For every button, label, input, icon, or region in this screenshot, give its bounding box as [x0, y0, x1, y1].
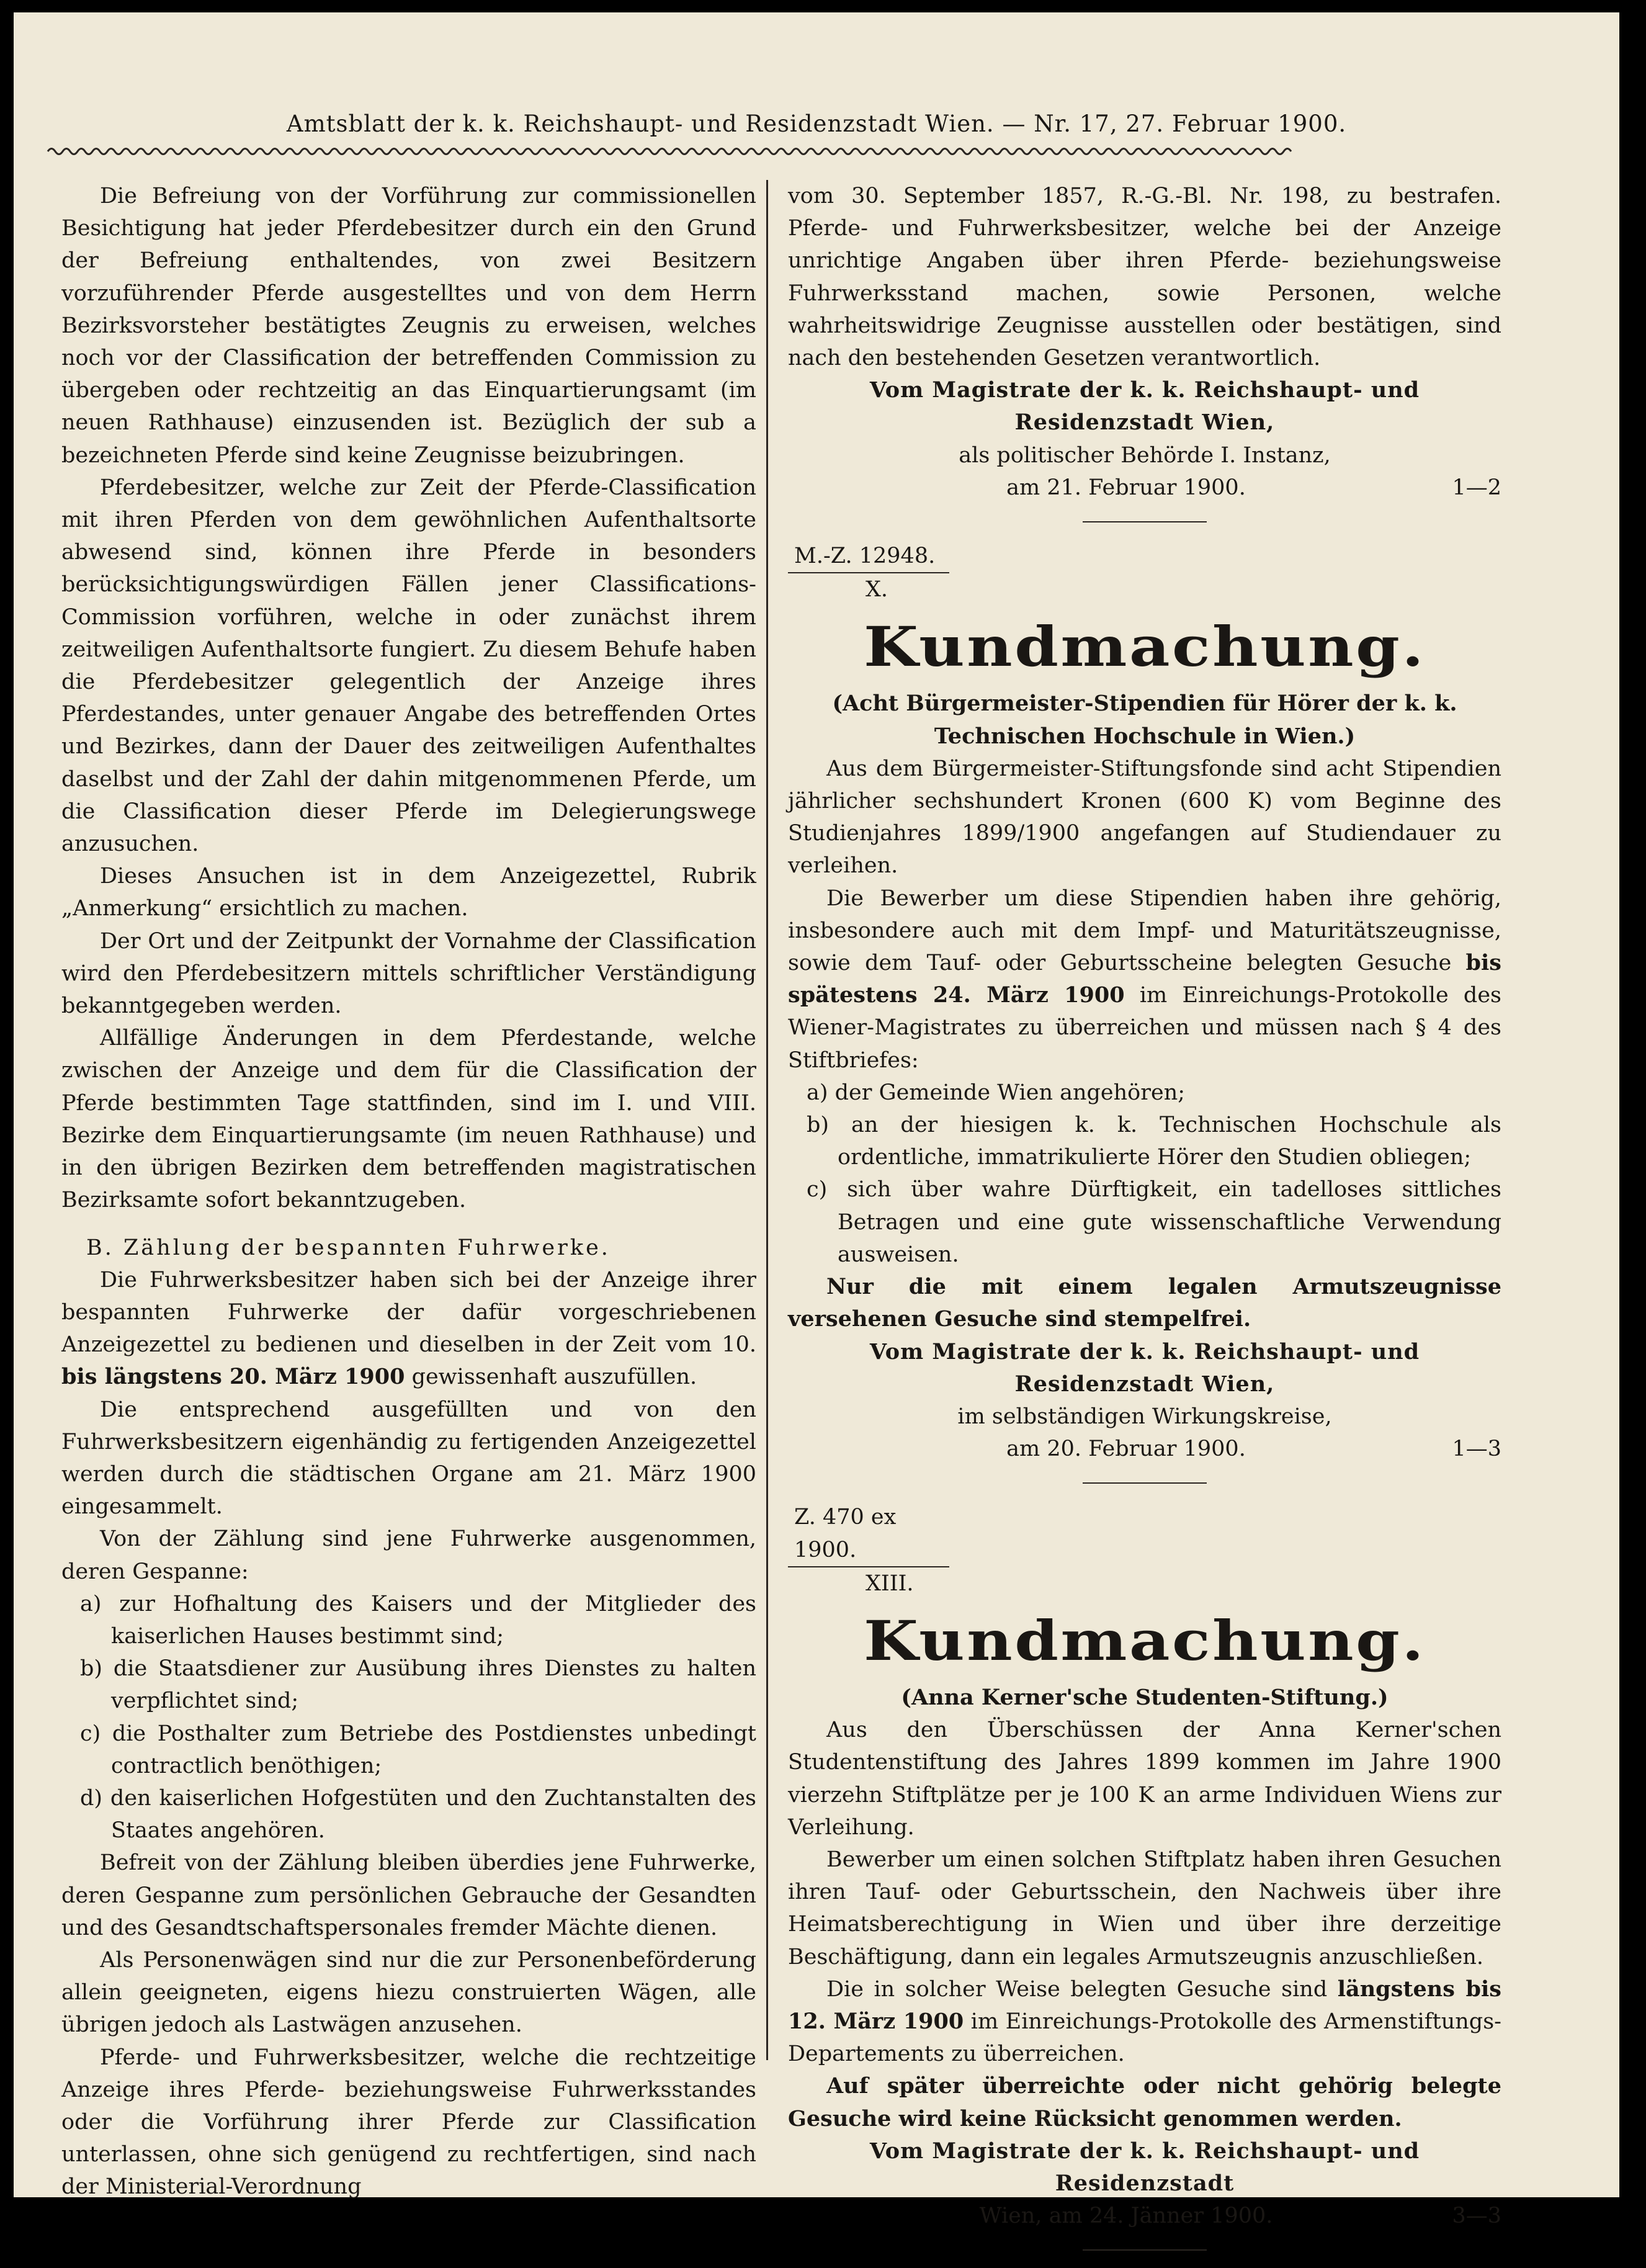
notice-subtitle: (Anna Kerner'sche Studenten-Stiftung.) [901, 1684, 1389, 1710]
list-item: b) die Staatsdiener zur Ausübung ihres Dienstes zu halten verpflichtet sind; [80, 1656, 756, 1714]
paragraph: Pferde- und Fuhrwerksbesitzer, welche die rechtzeitige Anzeige ihres Pferde- beziehungsweise Fuhrwerksstandes oder die Vorführung ihrer Pferde zur Classification unterlassen, ohne sich genügend zu rechtfertigen, sind nach der Ministerial-Verordnung [61, 2045, 756, 2200]
column-divider [766, 180, 768, 2060]
paragraph: Von der Zählung sind jene Fuhrwerke ausgenommen, deren Gespanne: [61, 1526, 756, 1584]
notice-subtitle: (Acht Bürgermeister-Stipendien für Hörer der k. k. Technischen Hochschule in Wien.) [832, 691, 1457, 749]
paragraph: Die in solcher Weise belegten Gesuche sind längstens bis 12. März 1900 im Einreichungs-Protokolle des Armenstiftungs-Departements zu überreichen. [788, 1976, 1502, 2067]
list-item: a) der Gemeinde Wien angehören; [807, 1080, 1186, 1105]
paragraph: Die entsprechend ausgefüllten und von den Fuhrwerksbesitzern eigenhändig zu fertigenden Anzeigezettel werden durch die städtischen Organe am 21. März 1900 eingesammelt. [61, 1397, 756, 1520]
reference-number: Z. 470 ex 1900. [788, 1501, 1501, 1567]
signature-line: Vom Magistrate der k. k. Reichshaupt- und Residenzstadt Wien, [869, 1338, 1420, 1397]
insertion-number: 3—3 [1452, 2203, 1501, 2229]
separator [1083, 521, 1207, 522]
reference-number: M.-Z. 12948. [788, 540, 1501, 573]
separator [1083, 2249, 1207, 2251]
paragraph: Die Bewerber um diese Stipendien haben ihre gehörig, insbesondere auch mit dem Impf- und Maturitätszeugnisse, sowie dem Tauf- oder Geburtsscheine belegten Gesuche bis spätestens 24. März 1900 im Einreichungs-Protokolle des Wiener-Magistrates zu überreichen und müssen nach § 4 des Stiftbriefes: [788, 885, 1501, 1073]
date-line: am 20. Februar 1900. 1—3 [788, 1433, 1501, 1465]
paragraph: Als Personenwägen sind nur die zur Personenbeförderung allein geeigneten, eigens hiezu construierten Wägen, alle übrigen jedoch als Lastwägen anzusehen. [61, 1947, 756, 2038]
paragraph: Aus dem Bürgermeister-Stiftungsfonde sind acht Stipendien jährlicher sechshundert Kronen (600 K) vom Beginne des Studienjahres 1899/1900 angefangen auf Studiendauer zu verleihen. [788, 756, 1501, 879]
list-item: b) an der hiesigen k. k. Technischen Hochschule als ordentliche, immatrikulierte Hörer den Studien obliegen; [807, 1113, 1501, 1170]
paragraph: Aus den Überschüssen der Anna Kerner'schen Studentenstiftung des Jahres 1899 kommen im Jahre 1900 vierzehn Stiftplätze per je 100 K an arme Individuen Wiens zur Verleihung. [788, 1718, 1501, 1840]
paragraph: Die Fuhrwerksbesitzer haben sich bei der Anzeige ihrer bespannten Fuhrwerke der dafür vorgeschriebenen Anzeigezettel zu bedienen und dieselben in der Zeit vom 10. bis längstens 20. März 1900 gewissenhaft auszufüllen. [61, 1267, 756, 1390]
paragraph: Der Ort und der Zeitpunkt der Vornahme der Classification wird den Pferdebesitzern mittels schriftlicher Verständigung bekanntgegeben werden. [61, 928, 756, 1019]
notice-heading: Kundmachung. [863, 614, 1426, 679]
paragraph: Die Befreiung von der Vorführung zur commissionellen Besichtigung hat jeder Pferdebesitzer durch ein den Grund der Befreiung enthaltendes, von zwei Besitzern vorzuführender Pferde ausgestelltes und von dem Herrn Bezirksvorsteher bestätigtes Zeugnis zu erweisen, welches noch vor der Classification der betreffenden Commission zu übergeben oder rechtzeitig an das Einquartierungsamt (im neuen Rathhause) einzusenden ist. Bezüglich der sub a bezeichneten Pferde sind keine Zeugnisse beizubringen. [61, 184, 756, 468]
exemption-list [61, 1588, 756, 1847]
paragraph: Bewerber um einen solchen Stiftplatz haben ihren Gesuchen ihren Tauf- oder Geburtsschein, den Nachweis über ihre Heimatsberechtigung in Wien und über ihre derzeitige Beschäftigung, dann ein legales Armutszeugnis anzuschließen. [788, 1847, 1501, 1970]
paragraph: Dieses Ansuchen ist in dem Anzeigezettel, Rubrik „Anmerkung“ ersichtlich zu machen. [61, 864, 756, 921]
district-number: X. [865, 577, 888, 603]
paragraph: Befreit von der Zählung bleiben überdies jene Fuhrwerke, deren Gespanne zum persönlichen Gebrauche der Gesandten und des Gesandtschaftspersonales fremder Mächte dienen. [61, 1850, 756, 1940]
insertion-number: 1—2 [1452, 475, 1501, 500]
paragraph: vom 30. September 1857, R.-G.-Bl. Nr. 198, zu bestrafen. Pferde- und Fuhrwerksbesitzer, welche bei der Anzeige unrichtige Angaben über ihren Pferde- beziehungsweise Fuhrwerksstand machen, sowie Personen, welche wahrheitswidrige Zeugnisse ausstellen oder bestätigen, sind nach den bestehenden Gesetzen verantwortlich. [788, 184, 1501, 371]
list-item: d) den kaiserlichen Hofgestüten und den Zuchtanstalten des Staates angehören. [80, 1785, 756, 1844]
signature-line: Vom Magistrate der k. k. Reichshaupt- und Residenzstadt [869, 2138, 1420, 2196]
newspaper-page [14, 12, 1619, 2229]
signature-line: Vom Magistrate der k. k. Reichshaupt- und Residenzstadt Wien, [869, 377, 1420, 436]
date-line: Wien, am 24. Jänner 1900. 3—3 [788, 2200, 1501, 2232]
list-item: a) zur Hofhaltung des Kaisers und der Mitglieder des kaiserlichen Hauses bestimmt sind; [80, 1591, 756, 1649]
page-header: Amtsblatt der k. k. Reichshaupt- und Residenzstadt Wien. — Nr. 17, 27. Februar 1900. [286, 110, 1347, 137]
paragraph: Nur die mit einem legalen Armutszeugnisse versehenen Gesuche sind stempelfrei. [788, 1274, 1501, 1332]
date-line: am 21. Februar 1900. 1—2 [788, 472, 1501, 504]
separator [1083, 1482, 1207, 1484]
authority-line: als politischer Behörde I. Instanz, [959, 442, 1331, 468]
list-item: c) sich über wahre Dürftigkeit, ein tadelloses sittliches Betragen und eine gute wissenschaftliche Verwendung ausweisen. [807, 1177, 1501, 1267]
paragraph: Pferdebesitzer, welche zur Zeit der Pferde-Classification mit ihren Pferden von dem gewöhnlichen Aufenthaltsorte abwesend sind, können ihre Pferde in besonders berücksichtigungswürdigen Fällen jener Classifications-Commission vorführen, welche in oder zunächst ihrem zeitweiligen Aufenthaltsorte fungiert. Zu diesem Behufe haben die Pferdebesitzer gelegentlich der Anzeige ihres Pferdestandes, unter genauer Angabe des betreffenden Ortes und Bezirkes, dann der Dauer des zeitweiligen Aufenthaltes daselbst und der Zahl der dahin mitgenommenen Pferde, um die Classification dieser Pferde im Delegierungswege anzusuchen. [61, 475, 756, 857]
list-item: c) die Posthalter zum Betriebe des Postdienstes unbedingt contractlich benöthigen; [80, 1721, 756, 1778]
district-number: XIII. [865, 1571, 914, 1596]
insertion-number: 1—3 [1452, 1437, 1501, 1462]
ornamental-rule [48, 145, 1295, 158]
right-column [788, 180, 1501, 2268]
section-title: B. Zählung der bespannten Fuhrwerke. [86, 1235, 611, 1260]
paragraph: Allfällige Änderungen in dem Pferdestande, welche zwischen der Anzeige und dem für die Classification der Pferde bestimmten Tage stattfinden, sind im I. und VIII. Bezirke dem Einquartierungsamte (im neuen Rathhause) und in den übrigen Bezirken dem betreffenden magistratischen Bezirksamte sofort bekanntzugeben. [61, 1026, 756, 1213]
left-column [61, 180, 756, 2203]
notice-heading: Kundmachung. [863, 1608, 1426, 1673]
condition-list [788, 1077, 1501, 1271]
paragraph: Auf später überreichte oder nicht gehörig belegte Gesuche wird keine Rücksicht genommen werden. [788, 2073, 1501, 2131]
authority-line: im selbständigen Wirkungskreise, [957, 1404, 1332, 1429]
